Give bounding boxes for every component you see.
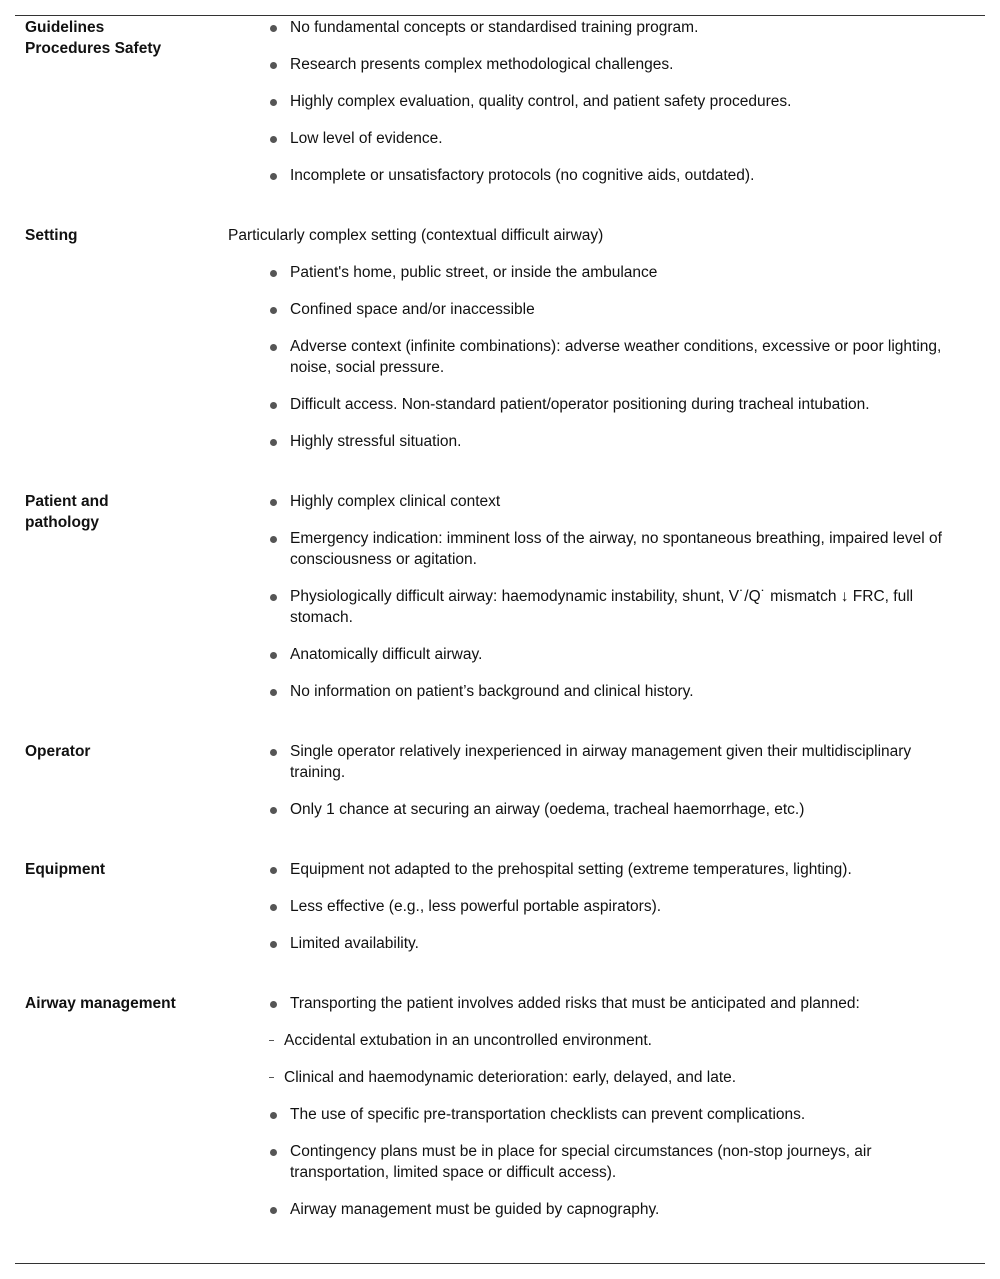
bullet-icon (270, 499, 277, 506)
list-item: Equipment not adapted to the prehospital setting (extreme temperatures, lighting). (228, 859, 958, 880)
bullet-list (228, 17, 958, 186)
bullet-icon (270, 536, 277, 543)
bullet-icon (270, 1001, 277, 1008)
dash-icon (269, 1040, 274, 1041)
bottom-rule (15, 1263, 985, 1264)
list-item: Low level of evidence. (228, 128, 958, 149)
list-item: Transporting the patient involves added risks that must be anticipated and planned: (228, 993, 958, 1014)
bullet-icon (270, 689, 277, 696)
row-label: Patient and pathology (25, 493, 109, 531)
list-item: Single operator relatively inexperienced in airway management given their multidisciplinary training. (228, 741, 958, 783)
top-rule (15, 15, 985, 16)
bullet-icon (270, 307, 277, 314)
bullet-icon (270, 402, 277, 409)
bullet-icon (270, 1207, 277, 1214)
bullet-icon (270, 594, 277, 601)
list-item: Airway management must be guided by capnography. (228, 1199, 958, 1220)
bullet-icon (270, 173, 277, 180)
bullet-icon (270, 62, 277, 69)
bullet-list (228, 993, 958, 1220)
list-item: Adverse context (infinite combinations): adverse weather conditions, excessive or poor lighting, noise, social pressure. (228, 336, 958, 378)
bullet-icon (270, 270, 277, 277)
list-item: Incomplete or unsatisfactory protocols (no cognitive aids, outdated). (228, 165, 958, 186)
bullet-icon (270, 136, 277, 143)
row-label: Setting (25, 227, 78, 244)
list-item: Confined space and/or inaccessible (228, 299, 958, 320)
sub-list-item: Accidental extubation in an uncontrolled environment. (228, 1030, 958, 1051)
bullet-list (228, 262, 958, 452)
row-label: Operator (25, 743, 91, 760)
row-content (228, 741, 958, 836)
bullet-icon (270, 807, 277, 814)
list-item: No fundamental concepts or standardised training program. (228, 17, 958, 38)
list-item: Difficult access. Non-standard patient/operator positioning during tracheal intubation. (228, 394, 958, 415)
row-content (228, 17, 958, 202)
bullet-icon (270, 439, 277, 446)
row-label: Guidelines Procedures Safety (25, 19, 162, 57)
bullet-list (228, 491, 958, 702)
row-intro-text: Particularly complex setting (contextual difficult airway) (228, 227, 604, 244)
row-label: Airway management (25, 995, 176, 1012)
bullet-icon (270, 867, 277, 874)
dash-icon (269, 1077, 274, 1078)
row-content (228, 491, 958, 718)
list-item: Limited availability. (228, 933, 958, 954)
list-item: Only 1 chance at securing an airway (oedema, tracheal haemorrhage, etc.) (228, 799, 958, 820)
list-item: Highly complex evaluation, quality control, and patient safety procedures. (228, 91, 958, 112)
bullet-icon (270, 941, 277, 948)
bullet-list (228, 859, 958, 954)
list-item: Less effective (e.g., less powerful portable aspirators). (228, 896, 958, 917)
list-item: Emergency indication: imminent loss of the airway, no spontaneous breathing, impaired level of consciousness or agitation. (228, 528, 958, 570)
bullet-icon (270, 1149, 277, 1156)
list-item: Research presents complex methodological challenges. (228, 54, 958, 75)
row-content (228, 225, 958, 468)
list-item: The use of specific pre-transportation checklists can prevent complications. (228, 1104, 958, 1125)
list-item: Patient's home, public street, or inside the ambulance (228, 262, 958, 283)
row-content (228, 993, 958, 1236)
bullet-icon (270, 344, 277, 351)
bullet-list (228, 741, 958, 820)
bullet-icon (270, 904, 277, 911)
list-item: Contingency plans must be in place for special circumstances (non-stop journeys, air transportation, limited space or difficult access). (228, 1141, 958, 1183)
list-item: Highly stressful situation. (228, 431, 958, 452)
list-item: No information on patient’s background and clinical history. (228, 681, 958, 702)
bullet-icon (270, 1112, 277, 1119)
row-content (228, 859, 958, 970)
bullet-icon (270, 99, 277, 106)
list-item: Physiologically difficult airway: haemodynamic instability, shunt, V˙/Q˙ mismatch ↓ FRC, full stomach. (228, 586, 958, 628)
sub-list-item: Clinical and haemodynamic deterioration: early, delayed, and late. (228, 1067, 958, 1088)
bullet-icon (270, 25, 277, 32)
bullet-icon (270, 652, 277, 659)
list-item: Anatomically difficult airway. (228, 644, 958, 665)
list-item: Highly complex clinical context (228, 491, 958, 512)
bullet-icon (270, 749, 277, 756)
row-label: Equipment (25, 861, 106, 878)
